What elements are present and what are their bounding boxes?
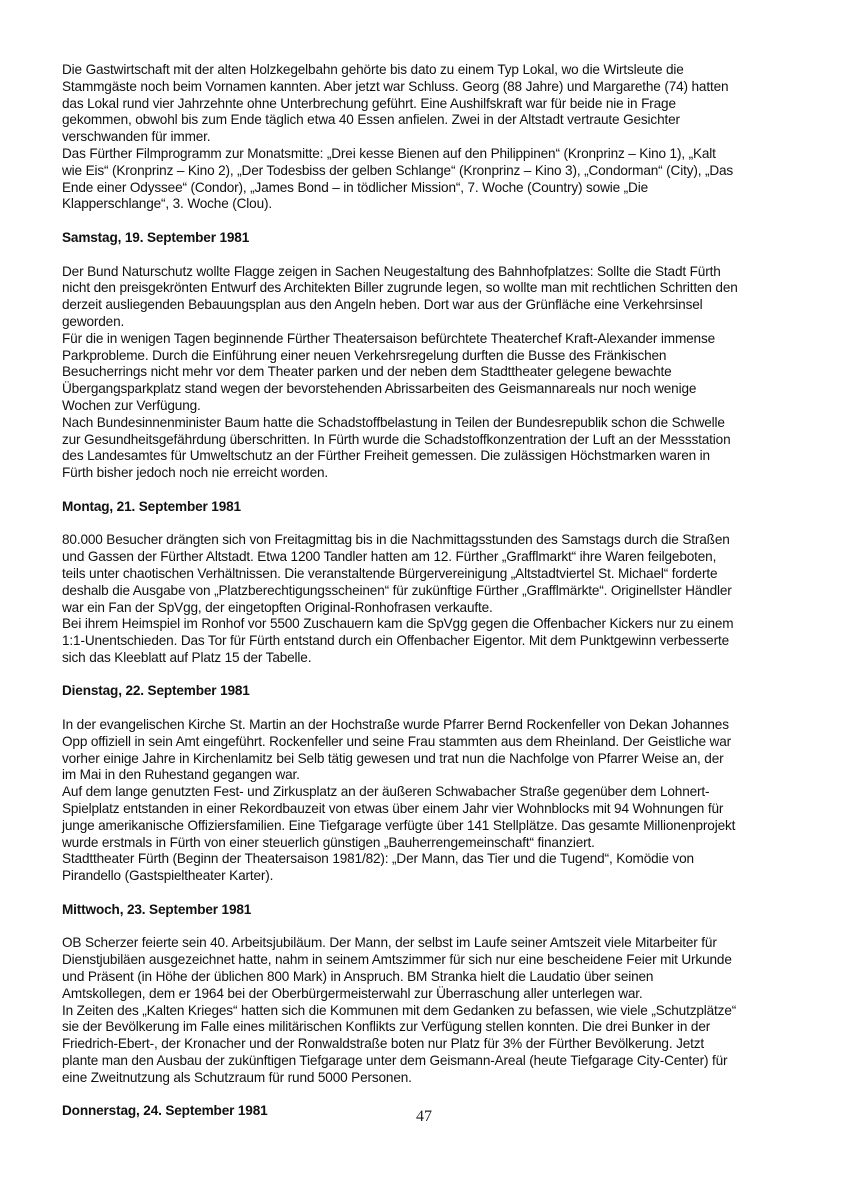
text-line: nicht den preisgekrönten Entwurf des Architekten Biller zugrunde legen, so wollte man mit rechtlichen Schritten den xyxy=(62,280,738,296)
text-line: Friedrich-Ebert-, der Kronacher und der Ronwaldstraße boten nur Platz für 3% der Fürther Bevölkerung. Jetzt xyxy=(62,1036,705,1052)
text-line: Übergangsparkplatz stand wegen der bevorstehenden Abrissarbeiten des Geismannareals nur noch wenige xyxy=(62,381,697,397)
text-line: 80.000 Besucher drängten sich von Freitagmittag bis in die Nachmittagsstunden des Samstags durch die Straßen xyxy=(62,532,730,548)
text-line: im Mai in den Ruhestand gegangen war. xyxy=(62,767,300,783)
text-line: Opp offiziell in sein Amt eingeführt. Rockenfeller und seine Frau stammten aus dem Rheinland. Der Geistliche war xyxy=(62,733,732,749)
date-heading: Donnerstag, 24. September 1981 xyxy=(62,1103,268,1119)
document-page xyxy=(62,62,802,1137)
text-line: plante man den Ausbau der zukünftigen Tiefgarage unter dem Geismann-Areal (heute Tiefgarage City-Center) für xyxy=(62,1053,728,1069)
text-line: Amtskollegen, dem er 1964 bei der Oberbürgermeisterwahl zur Überraschung aller unterlegen war. xyxy=(62,985,643,1001)
text-line: Die Gastwirtschaft mit der alten Holzkegelbahn gehörte bis dato zu einem Typ Lokal, wo die Wirtsleute die xyxy=(62,62,684,77)
text-line: Besucherrings nicht mehr vor dem Theater parken und der neben dem Stadttheater gelegene bewachte xyxy=(62,364,672,380)
text-line: vorher einige Jahre in Kirchenlamitz bei Selb tätig gewesen und trat nun die Nachfolge von Pfarrer Weise an, der xyxy=(62,750,724,766)
text-line: Für die in wenigen Tagen beginnende Fürther Theatersaison befürchtete Theaterchef Kraft-Alexander immense xyxy=(62,330,716,346)
date-heading: Dienstag, 22. September 1981 xyxy=(62,683,250,699)
day-section xyxy=(62,902,802,1087)
text-line: des Landesamtes für Umweltschutz an der Fürther Freiheit gemessen. Die zulässigen Höchstmarken waren in xyxy=(62,448,710,464)
text-line: Bei ihrem Heimspiel im Ronhof vor 5500 Zuschauern kam die SpVgg gegen die Offenbacher Kickers nur zu einem xyxy=(62,616,734,632)
text-line: gekommen, obwohl bis zum Ende täglich etwa 40 Essen anfielen. Zwei in der Altstadt vertraute Gesichter xyxy=(62,112,680,128)
text-line: das Lokal rund vier Jahrzehnte ohne Unterbrechung geführt. Eine Aushilfskraft war für beide nie in Frage xyxy=(62,95,676,111)
text-line: und Präsent (in Höhe der üblichen 800 Mark) in Anspruch. BM Stranka hielt die Laudatio über seinen xyxy=(62,969,654,985)
text-line: OB Scherzer feierte sein 40. Arbeitsjubiläum. Der Mann, der selbst im Laufe seiner Amtszeit viele Mitarbeiter für xyxy=(62,935,717,951)
text-line: sich das Kleeblatt auf Platz 15 der Tabelle. xyxy=(62,649,312,665)
text-line: Dienstjubiläen ausgezeichnet hatte, nahm in seinem Amtszimmer für sich nur eine bescheidene Feier mit Urkunde xyxy=(62,952,732,968)
text-line: sie der Bevölkerung im Falle eines militärischen Konflikts zur Verfügung stellen konnten. Die drei Bunker in der xyxy=(62,1019,711,1035)
text-line: teils unter chaotischen Verhältnissen. Die veranstaltende Bürgervereinigung „Altstadtviertel St. Michael“ forderte xyxy=(62,565,718,581)
text-line: In der evangelischen Kirche St. Martin an der Hochstraße wurde Pfarrer Bernd Rockenfeller von Dekan Johannes xyxy=(62,717,729,733)
text-line: Fürth bisher jedoch noch nie erreicht worden. xyxy=(62,465,329,481)
text-line: Das Fürther Filmprogramm zur Monatsmitte: „Drei kesse Bienen auf den Philippinen“ (Kronprinz – Kino 1), „Kalt xyxy=(62,145,716,161)
day-section xyxy=(62,499,802,667)
text-line: Parkprobleme. Durch die Einführung einer neuen Verkehrsregelung durften die Busse des Fränkischen xyxy=(62,347,667,363)
day-section xyxy=(62,230,802,482)
text-line: wurde erstmals in Fürth von einer steuerlich günstigen „Bauherrengemeinschaft“ finanziert. xyxy=(62,834,595,850)
text-line: und Gassen der Fürther Altstadt. Etwa 1200 Tandler hatten am 12. Fürther „Grafflmarkt“ ihre Waren feilgeboten, xyxy=(62,549,717,565)
day-section xyxy=(62,683,802,885)
text-line: war ein Fan der SpVgg, der eingetopften Original-Ronhofrasen verkaufte. xyxy=(62,599,493,615)
page-number: 47 xyxy=(416,1108,432,1125)
text-line: zur Gesundheitsgefährdung überschritten. In Fürth wurde die Schadstoffkonzentration der Luft an der Messstation xyxy=(62,431,731,447)
text-line: Stadttheater Fürth (Beginn der Theatersaison 1981/82): „Der Mann, das Tier und die Tugend“, Komödie von xyxy=(62,851,694,867)
text-line: Auf dem lange genutzten Fest- und Zirkusplatz an der äußeren Schwabacher Straße gegenüber dem Lohnert- xyxy=(62,784,710,800)
text-line: derzeit ausliegenden Bebauungsplan aus den Angeln heben. Dort war aus der Grünfläche eine Verkehrsinsel xyxy=(62,297,703,313)
date-heading: Mittwoch, 23. September 1981 xyxy=(62,901,252,917)
text-line: 1:1-Unentschieden. Das Tor für Fürth entstand durch ein Offenbacher Eigentor. Mit dem Punktgewinn verbesserte xyxy=(62,633,729,649)
intro-paragraph xyxy=(62,62,802,213)
text-line: Klapperschlange“, 3. Woche (Clou). xyxy=(62,196,272,212)
text-line: verschwanden für immer. xyxy=(62,129,211,145)
text-line: Der Bund Naturschutz wollte Flagge zeigen in Sachen Neugestaltung des Bahnhofplatzes: Sollte die Stadt Fürth xyxy=(62,263,721,279)
text-line: geworden. xyxy=(62,313,125,329)
date-heading: Montag, 21. September 1981 xyxy=(62,498,241,514)
date-heading: Samstag, 19. September 1981 xyxy=(62,229,250,245)
text-line: junge amerikanische Offiziersfamilien. Eine Tiefgarage verfügte über 141 Stellplätze. Das gesamte Millionenprojekt xyxy=(62,817,736,833)
text-line: Pirandello (Gastspieltheater Karter). xyxy=(62,868,274,884)
text-line: wie Eis“ (Kronprinz – Kino 2), „Der Todesbiss der gelben Schlange“ (Kronprinz – Kino 3), „Condorman“ (City), „Das xyxy=(62,162,734,178)
diary-sections xyxy=(62,230,802,1120)
text-line: Ende einer Odyssee“ (Condor), „James Bond – in tödlicher Mission“, 7. Woche (Country) sowie „Die xyxy=(62,179,648,195)
text-line: Spielplatz entstanden in einer Rekordbauzeit von etwas über einem Jahr vier Wohnblocks mit 94 Wohnungen für xyxy=(62,801,724,817)
text-line: deshalb die Ausgabe von „Platzberechtigungsscheinen“ für zukünftige Fürther „Grafflmärkte“. Originellster Händler xyxy=(62,582,732,598)
text-line: Wochen zur Verfügung. xyxy=(62,397,201,413)
text-line: Stammgäste noch beim Vornamen kannten. Aber jetzt war Schluss. Georg (88 Jahre) und Margarethe (74) hatten xyxy=(62,78,729,94)
text-line: eine Zweitnutzung als Schutzraum für rund 5000 Personen. xyxy=(62,1069,412,1085)
text-line: Nach Bundesinnenminister Baum hatte die Schadstoffbelastung in Teilen der Bundesrepublik schon die Schwelle xyxy=(62,414,725,430)
text-line: In Zeiten des „Kalten Krieges“ hatten sich die Kommunen mit dem Gedanken zu befassen, wie viele „Schutzplätze“ xyxy=(62,1002,737,1018)
